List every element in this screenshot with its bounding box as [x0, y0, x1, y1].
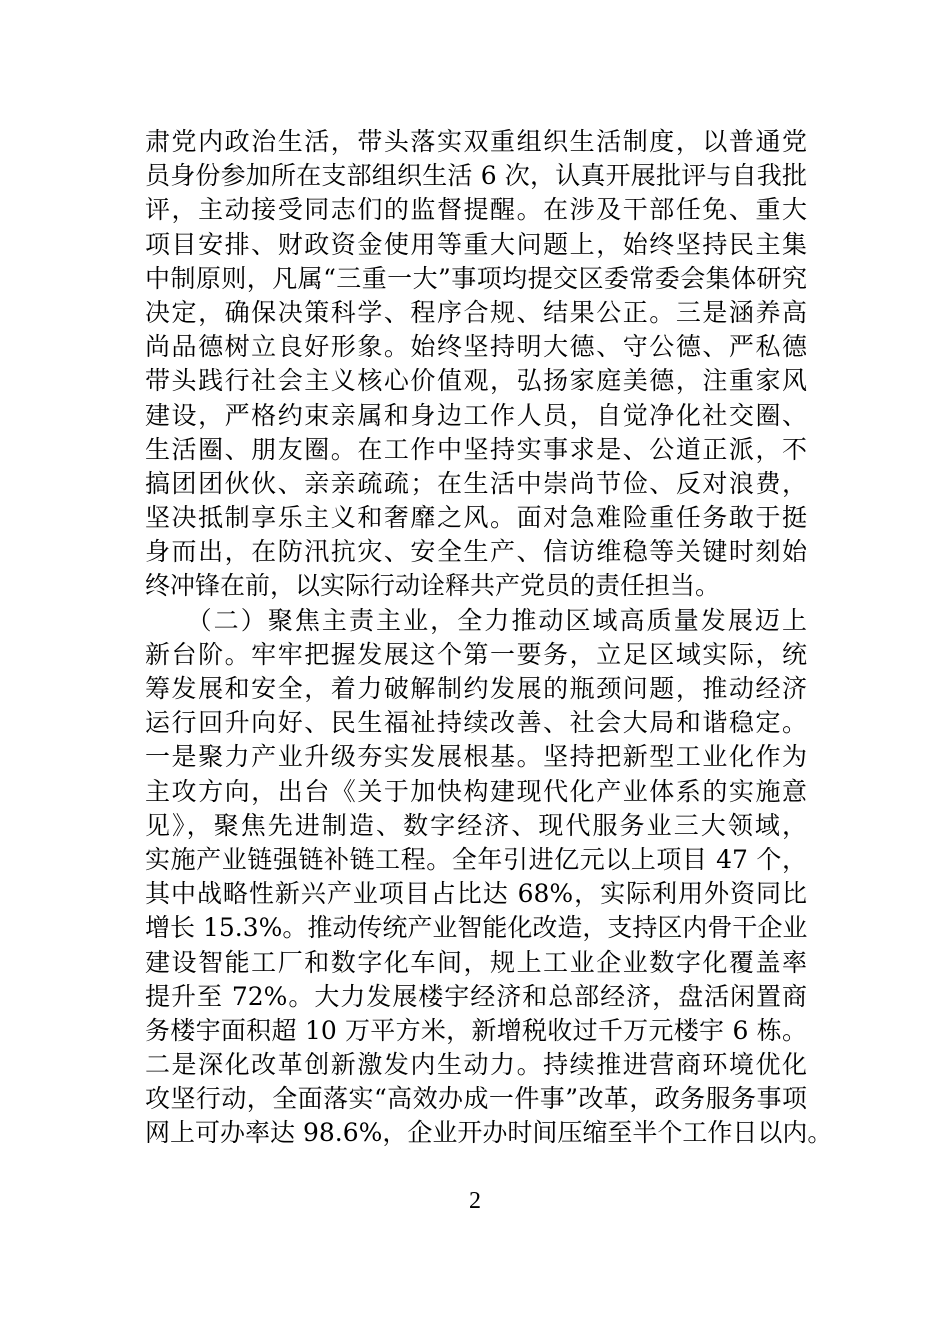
text-line: 运行回升向好、民生福祉持续改善、社会大局和谐稳定。 [145, 708, 807, 738]
text-line: 身而出，在防汛抗灾、安全生产、信访维稳等关键时刻始 [145, 537, 807, 567]
text-line: 坚决抵制享乐主义和奢靡之风。面对急难险重任务敢于挺 [145, 503, 807, 533]
text-line: 其中战略性新兴产业项目占比达 68%，实际利用外资同比 [145, 879, 807, 909]
text-line: 增长 15.3%。推动传统产业智能化改造，支持区内骨干企业 [145, 913, 808, 943]
text-line: 肃党内政治生活，带头落实双重组织生活制度，以普通党 [145, 127, 807, 156]
section-heading-line: （二）聚焦主责主业，全力推动区域高质量发展迈上 [145, 605, 807, 635]
text-line: 带头践行社会主义核心价值观，弘扬家庭美德，注重家风 [145, 366, 807, 396]
text-line: 中制原则，凡属“三重一大”事项均提交区委常委会集体研究 [145, 263, 807, 293]
text-line: 一是聚力产业升级夯实发展根基。坚持把新型工业化作为 [145, 742, 807, 772]
text-line: 主攻方向，出台《关于加快构建现代化产业体系的实施意 [145, 776, 807, 806]
text-line: 生活圈、朋友圈。在工作中坚持实事求是、公道正派，不 [145, 434, 807, 464]
text-line: 实施产业链强链补链工程。全年引进亿元以上项目 47 个， [145, 844, 807, 874]
text-line: 二是深化改革创新激发内生动力。持续推进营商环境优化 [145, 1050, 807, 1080]
text-line: 搞团团伙伙、亲亲疏疏；在生活中崇尚节俭、反对浪费， [145, 468, 807, 498]
text-line: 攻坚行动，全面落实“高效办成一件事”改革，政务服务事项 [145, 1084, 807, 1114]
text-line: 网上可办率达 98.6%，企业开办时间压缩至半个工作日以内。 [145, 1118, 833, 1148]
text-line: 新台阶。牢牢把握发展这个第一要务，立足区域实际，统 [145, 639, 807, 669]
page-number: 2 [469, 1188, 481, 1214]
text-line: 见》，聚焦先进制造、数字经济、现代服务业三大领域， [145, 810, 807, 840]
text-line: 员身份参加所在支部组织生活 6 次，认真开展批评与自我批 [145, 161, 807, 191]
text-line: 尚品德树立良好形象。始终坚持明大德、守公德、严私德 [145, 332, 807, 362]
text-line: 项目安排、财政资金使用等重大问题上，始终坚持民主集 [145, 229, 807, 259]
text-line: 筹发展和安全，着力破解制约发展的瓶颈问题，推动经济 [145, 674, 807, 703]
paragraph-end-line: 终冲锋在前，以实际行动诠释共产党员的责任担当。 [145, 571, 721, 601]
text-line: 提升至 72%。大力发展楼宇经济和总部经济，盘活闲置商 [145, 981, 807, 1011]
text-line: 评，主动接受同志们的监督提醒。在涉及干部任免、重大 [145, 195, 807, 225]
text-line: 务楼宇面积超 10 万平方米，新增税收过千万元楼宇 6 栋。 [145, 1015, 807, 1045]
text-line: 建设，严格约束亲属和身边工作人员，自觉净化社交圈、 [145, 400, 807, 430]
text-line: 建设智能工厂和数字化车间，规上工业企业数字化覆盖率 [145, 947, 807, 977]
body-text [145, 125, 833, 1151]
text-line: 决定，确保决策科学、程序合规、结果公正。三是涵养高 [145, 297, 807, 327]
